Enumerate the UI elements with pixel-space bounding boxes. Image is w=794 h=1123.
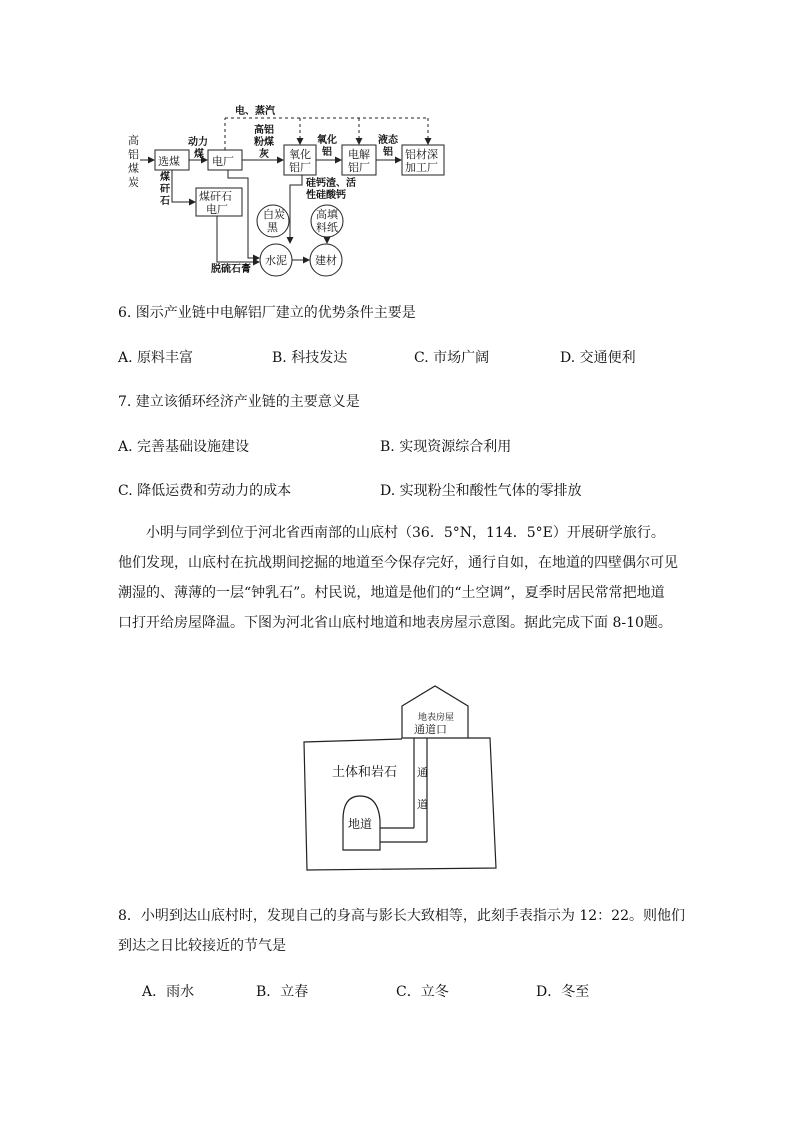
fenmeihui-1: 高铝 [254,125,274,136]
baitanhei-2: 黑 [267,221,278,234]
raw-material-char: 炭 [128,176,139,189]
yanghualv-2: 铝 [322,147,332,158]
q8-option-c: C．立冬 [396,984,449,1000]
dianjie-1: 电解 [348,148,370,161]
tuoliu-label: 脱硫石膏 [211,264,251,275]
q6-option-a: A. 原料丰富 [118,350,194,366]
passage-char-2: 道 [417,798,428,811]
q6-option-b: B. 科技发达 [272,350,348,366]
q7-option-d: D. 实现粉尘和酸性气体的零排放 [380,483,582,499]
q8-option-a: A．雨水 [142,984,195,1000]
q8-stem-line2: 到达之日比较接近的节气是 [118,938,286,954]
entrance-label: 通道口 [414,723,447,736]
q6-option-c: C. 市场广阔 [414,350,490,366]
raw-material-char: 煤 [128,162,139,175]
q7-option-b: B. 实现资源综合利用 [380,439,512,455]
raw-material-char: 高 [128,134,139,147]
meiganshi-3: 石 [160,196,170,207]
house-label: 地表房屋 [418,713,455,723]
fenmeihui-2: 粉煤 [254,137,274,148]
dianchang-label: 电厂 [212,155,234,168]
gaotian-1: 高填 [316,208,338,221]
yanghualv-1: 氧化 [317,135,337,146]
q7-option-c: C. 降低运费和劳动力的成本 [118,483,292,499]
meiganshi-dc-2: 电厂 [206,203,228,216]
q8-option-d: D．冬至 [536,984,590,1000]
soil-label: 土体和岩石 [332,765,398,780]
q8-option-b: B．立春 [256,984,309,1000]
jiancai-label: 建材 [315,254,337,267]
guigai-2: 性硅酸钙 [306,190,346,201]
fenmeihui-3: 灰 [259,149,269,160]
yanghualvchang-1: 氧化 [289,148,311,161]
tunnel-diagram [300,680,500,875]
yanghualvchang-2: 铝厂 [289,161,311,174]
q6-option-d: D. 交通便利 [560,350,636,366]
passage-text: 小明与同学到位于河北省西南部的山底村（36．5°N，114．5°E）开展研学旅行。他们发现，山底村在抗战期间挖掘的地道至今保存完好，通行自如，在地道的四壁偶尔可见潮湿的、薄薄的一层“钟乳石”。村民说，地道是他们的“土空调”，夏季时居民常常把地道口打开给房屋降温。下图为河北省山底村地道和地表房屋示意图。据此完成下面 8-10题。 [118,525,678,631]
xuanmei-label: 选煤 [158,155,180,168]
passage-char-1: 通 [417,766,428,779]
raw-material-label [128,133,139,189]
ground-block [304,738,496,870]
guigai-1: 硅钙渣、活 [306,178,356,189]
q7-option-a: A. 完善基础设施建设 [118,439,250,455]
shuini-label: 水泥 [265,254,287,267]
tunnel-label: 地道 [348,817,373,831]
dongli-label-2: 煤 [194,149,204,160]
meiganshi-1: 煤 [160,172,170,183]
lvcai-1: 铝材深 [405,148,438,161]
baitanhei-1: 白炭 [263,208,285,221]
dongli-label-1: 动力 [188,137,208,148]
q6-stem: 6. 图示产业链中电解铝厂建立的优势条件主要是 [118,305,416,321]
q7-stem: 7. 建立该循环经济产业链的主要意义是 [118,394,360,410]
yetai-2: 铝 [383,147,393,158]
gaotian-2: 料纸 [316,221,338,234]
passage [118,518,678,638]
industry-chain-flowchart [0,0,794,285]
lvcai-2: 加工厂 [405,161,438,174]
dianjie-2: 铝厂 [348,161,370,174]
meiganshi-dc-1: 煤矸石 [199,190,232,203]
raw-material-char: 铝 [128,148,139,161]
q8-stem-line1: 8．小明到达山底村时，发现自己的身高与影长大致相等，此刻手表指示为 12：22。则他们 [118,908,685,924]
meiganshi-2: 矸 [160,184,170,195]
dian-zhengqi-label: 电、蒸汽 [235,106,275,117]
yetai-1: 液态 [378,135,398,146]
